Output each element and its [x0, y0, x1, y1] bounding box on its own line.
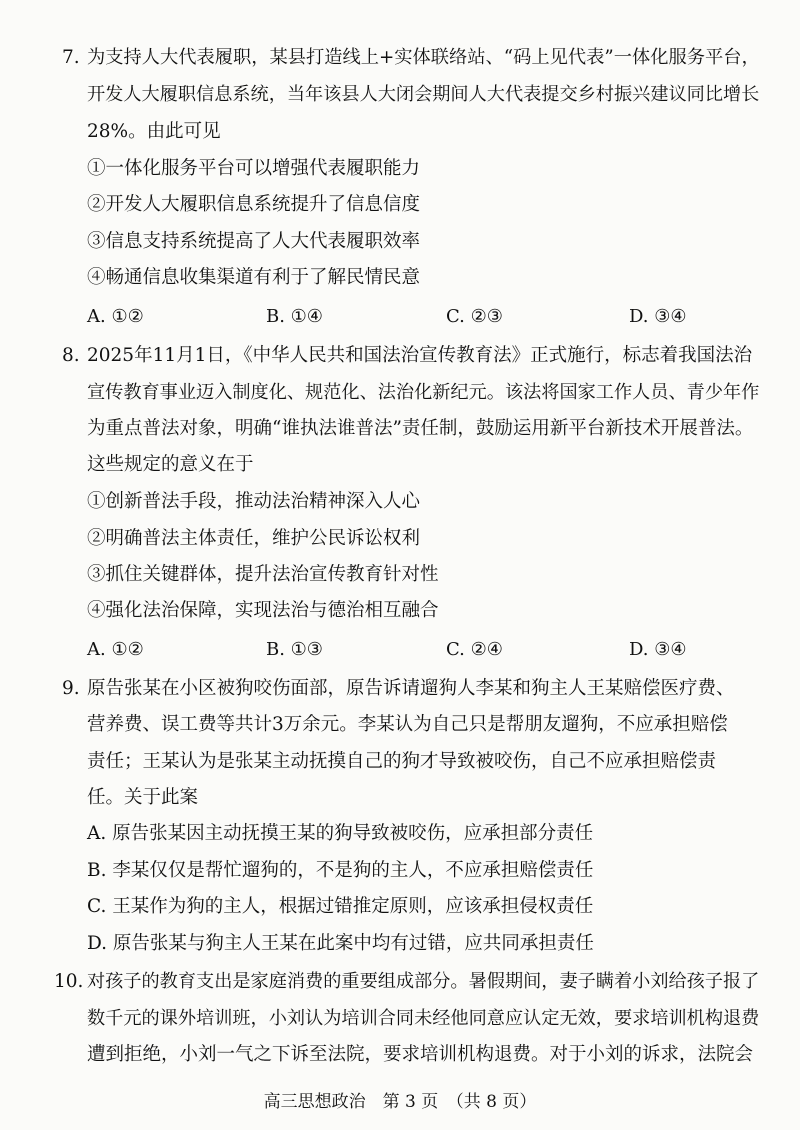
question-stem-line: 宣传教育事业迈入制度化、规范化、法治化新纪元。该法将国家工作人员、青少年作 — [87, 382, 760, 403]
option-c: C. ②④ — [446, 639, 503, 660]
statement: ②明确普法主体责任，维护公民诉讼权利 — [87, 528, 421, 549]
choice-a: A. 原告张某因主动抚摸王某的狗导致被咬伤，应承担部分责任 — [87, 823, 594, 844]
question-number: 10. — [54, 971, 84, 992]
choice-b: B. 李某仅仅是帮忙遛狗的，不是狗的主人，不应承担赔偿责任 — [87, 860, 594, 881]
statement: ④畅通信息收集渠道有利于了解民情民意 — [87, 267, 421, 288]
question-stem-line: 这些规定的意义在于 — [87, 454, 254, 475]
option-c: C. ②③ — [446, 306, 503, 327]
question-stem-line: 任。关于此案 — [87, 787, 199, 808]
statement: ②开发人大履职信息系统提升了信息信度 — [87, 194, 421, 215]
question-number: 9. — [62, 678, 80, 699]
statement: ①一体化服务平台可以增强代表履职能力 — [87, 158, 421, 179]
question-stem-line: 对孩子的教育支出是家庭消费的重要组成部分。暑假期间，妻子瞒着小刘给孩子报了 — [87, 971, 760, 992]
question-stem-line: 为支持人大代表履职，某县打造线上+实体联络站、“码上见代表”一体化服务平台， — [87, 47, 760, 68]
option-a: A. ①② — [87, 639, 144, 660]
option-b: B. ①③ — [266, 639, 323, 660]
page-footer: 高三思想政治 第 3 页 （共 8 页） — [263, 1092, 537, 1112]
question-number: 7. — [62, 47, 80, 68]
option-a: A. ①② — [87, 306, 144, 327]
statement: ④强化法治保障，实现法治与德治相互融合 — [87, 600, 439, 621]
question-stem-line: 原告张某在小区被狗咬伤面部，原告诉请遛狗人李某和狗主人王某赔偿医疗费、 — [87, 678, 735, 699]
statement: ③信息支持系统提高了人大代表履职效率 — [87, 231, 421, 252]
choice-c: C. 王某作为狗的主人，根据过错推定原则，应该承担侵权责任 — [87, 896, 594, 917]
statement: ①创新普法手段，推动法治精神深入人心 — [87, 491, 421, 512]
option-d: D. ③④ — [629, 639, 687, 660]
option-b: B. ①④ — [266, 306, 323, 327]
question-number: 8. — [62, 345, 80, 366]
question-stem-line: 28%。由此可见 — [87, 121, 221, 142]
question-stem-line: 责任；王某认为是张某主动抚摸自己的狗才导致被咬伤，自己不应承担赔偿责 — [87, 751, 717, 772]
question-stem-line: 为重点普法对象，明确“谁执法谁普法”责任制，鼓励运用新平台新技术开展普法。 — [87, 418, 754, 439]
question-stem-line: 开发人大履职信息系统，当年该县人大闭会期间人大代表提交乡村振兴建议同比增长 — [87, 84, 760, 105]
choice-d: D. 原告张某与狗主人王某在此案中均有过错，应共同承担责任 — [87, 933, 594, 954]
question-stem-line: 遭到拒绝，小刘一气之下诉至法院，要求培训机构退费。对于小刘的诉求，法院会 — [87, 1044, 754, 1065]
statement: ③抓住关键群体，提升法治宣传教育针对性 — [87, 564, 439, 585]
option-d: D. ③④ — [629, 306, 687, 327]
question-stem-line: 营养费、误工费等共计3万余元。李某认为自己只是帮朋友遛狗，不应承担赔偿 — [87, 714, 728, 735]
question-stem-line: 2025年11月1日，《中华人民共和国法治宣传教育法》正式施行，标志着我国法治 — [87, 345, 753, 366]
question-stem-line: 数千元的课外培训班，小刘认为培训合同未经他同意应认定无效，要求培训机构退费 — [87, 1008, 760, 1029]
